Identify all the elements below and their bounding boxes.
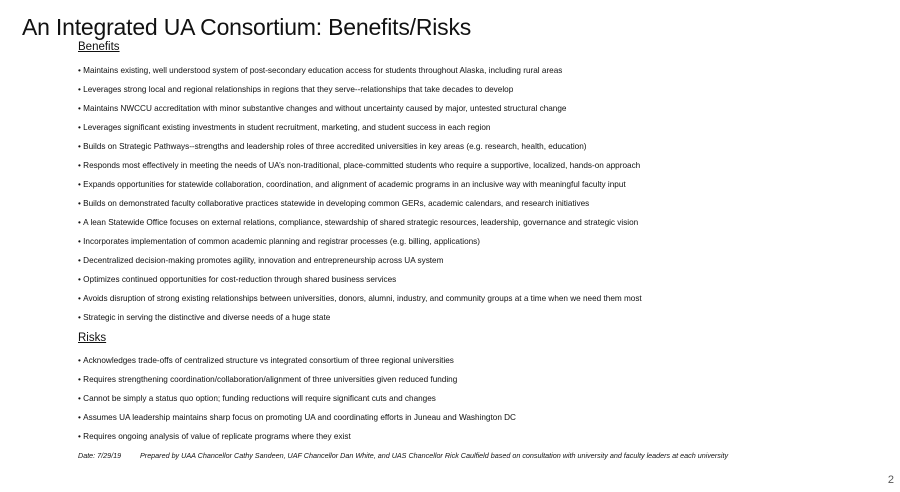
benefit-item: • Builds on demonstrated faculty collaborative practices statewide in developing common GERs, academic calendars, and research initiatives xyxy=(78,194,642,213)
footer-prepared-by: Prepared by UAA Chancellor Cathy Sandeen, UAF Chancellor Dan White, and UAS Chancellor Rick Caulfield based on consultation with university and faculty leaders at each university xyxy=(140,451,729,460)
footer-date: Date: 7/29/19 xyxy=(78,451,122,460)
risk-item: • Requires ongoing analysis of value of replicate programs where they exist xyxy=(78,427,516,446)
risks-list xyxy=(78,351,516,446)
benefit-item: • Expands opportunities for statewide collaboration, coordination, and alignment of academic programs in an inclusive way with meaningful faculty input xyxy=(78,175,642,194)
risk-item: • Assumes UA leadership maintains sharp focus on promoting UA and coordinating efforts in Juneau and Washington DC xyxy=(78,408,516,427)
footer-note xyxy=(78,451,768,461)
benefit-item: • Responds most effectively in meeting the needs of UA’s non-traditional, place-committed students who require a supportive, localized, hands-on approach xyxy=(78,156,642,175)
benefit-item: • Avoids disruption of strong existing relationships between universities, donors, alumni, industry, and community groups at a time when we need them most xyxy=(78,289,642,308)
risks-heading: Risks xyxy=(78,332,107,344)
benefit-item: • Optimizes continued opportunities for cost-reduction through shared business services xyxy=(78,270,642,289)
page-number: 2 xyxy=(887,474,894,486)
benefit-item: • Maintains existing, well understood system of post-secondary education access for students throughout Alaska, including rural areas xyxy=(78,61,642,80)
risk-item: • Requires strengthening coordination/collaboration/alignment of three universities given reduced funding xyxy=(78,370,516,389)
benefits-heading: Benefits xyxy=(78,41,120,53)
benefit-item: • Decentralized decision-making promotes agility, innovation and entrepreneurship across UA system xyxy=(78,251,642,270)
benefit-item: • Leverages significant existing investments in student recruitment, marketing, and student success in each region xyxy=(78,118,642,137)
benefit-item: • Builds on Strategic Pathways--strengths and leadership roles of three accredited universities in key areas (e.g. research, health, education) xyxy=(78,137,642,156)
benefit-item: • A lean Statewide Office focuses on external relations, compliance, stewardship of shared strategic resources, leadership, governance and strategic vision xyxy=(78,213,642,232)
benefit-item: • Strategic in serving the distinctive and diverse needs of a huge state xyxy=(78,308,642,327)
benefit-item: • Incorporates implementation of common academic planning and registrar processes (e.g. billing, applications) xyxy=(78,232,642,251)
benefit-item: • Maintains NWCCU accreditation with minor substantive changes and without uncertainty caused by major, untested structural change xyxy=(78,99,642,118)
benefits-list xyxy=(78,61,642,327)
benefit-item: • Leverages strong local and regional relationships in regions that they serve--relationships that take decades to develop xyxy=(78,80,642,99)
risk-item: • Cannot be simply a status quo option; funding reductions will require significant cuts and changes xyxy=(78,389,516,408)
slide-title: An Integrated UA Consortium: Benefits/Risks xyxy=(22,14,472,40)
risk-item: • Acknowledges trade-offs of centralized structure vs integrated consortium of three regional universities xyxy=(78,351,516,370)
